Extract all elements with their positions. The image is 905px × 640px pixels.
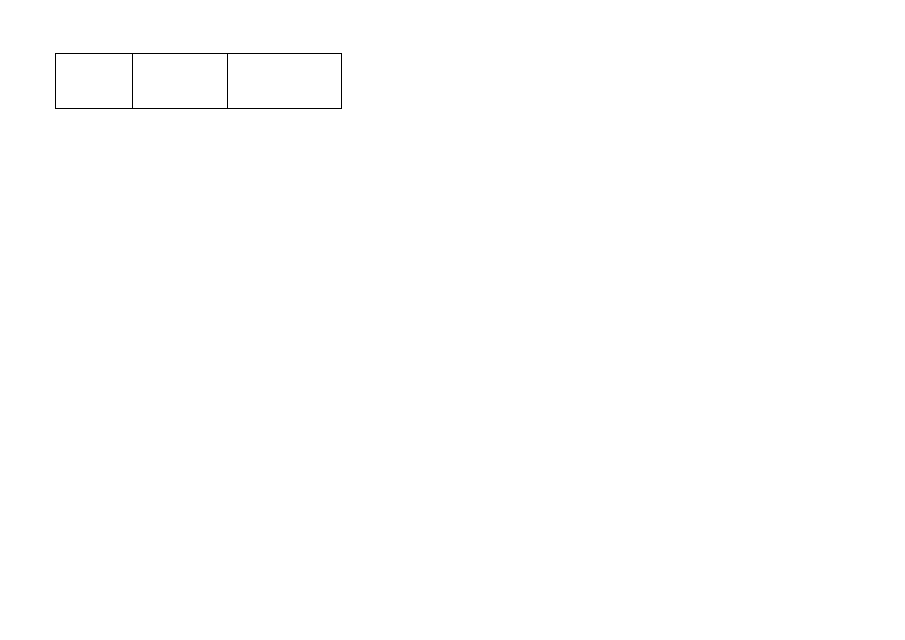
table-section-subprogram xyxy=(56,54,882,109)
budget-table xyxy=(55,53,881,109)
subprogram-name xyxy=(133,54,228,109)
table-row-total xyxy=(56,54,882,109)
total-label xyxy=(228,54,342,109)
subprogram-code xyxy=(56,54,133,109)
